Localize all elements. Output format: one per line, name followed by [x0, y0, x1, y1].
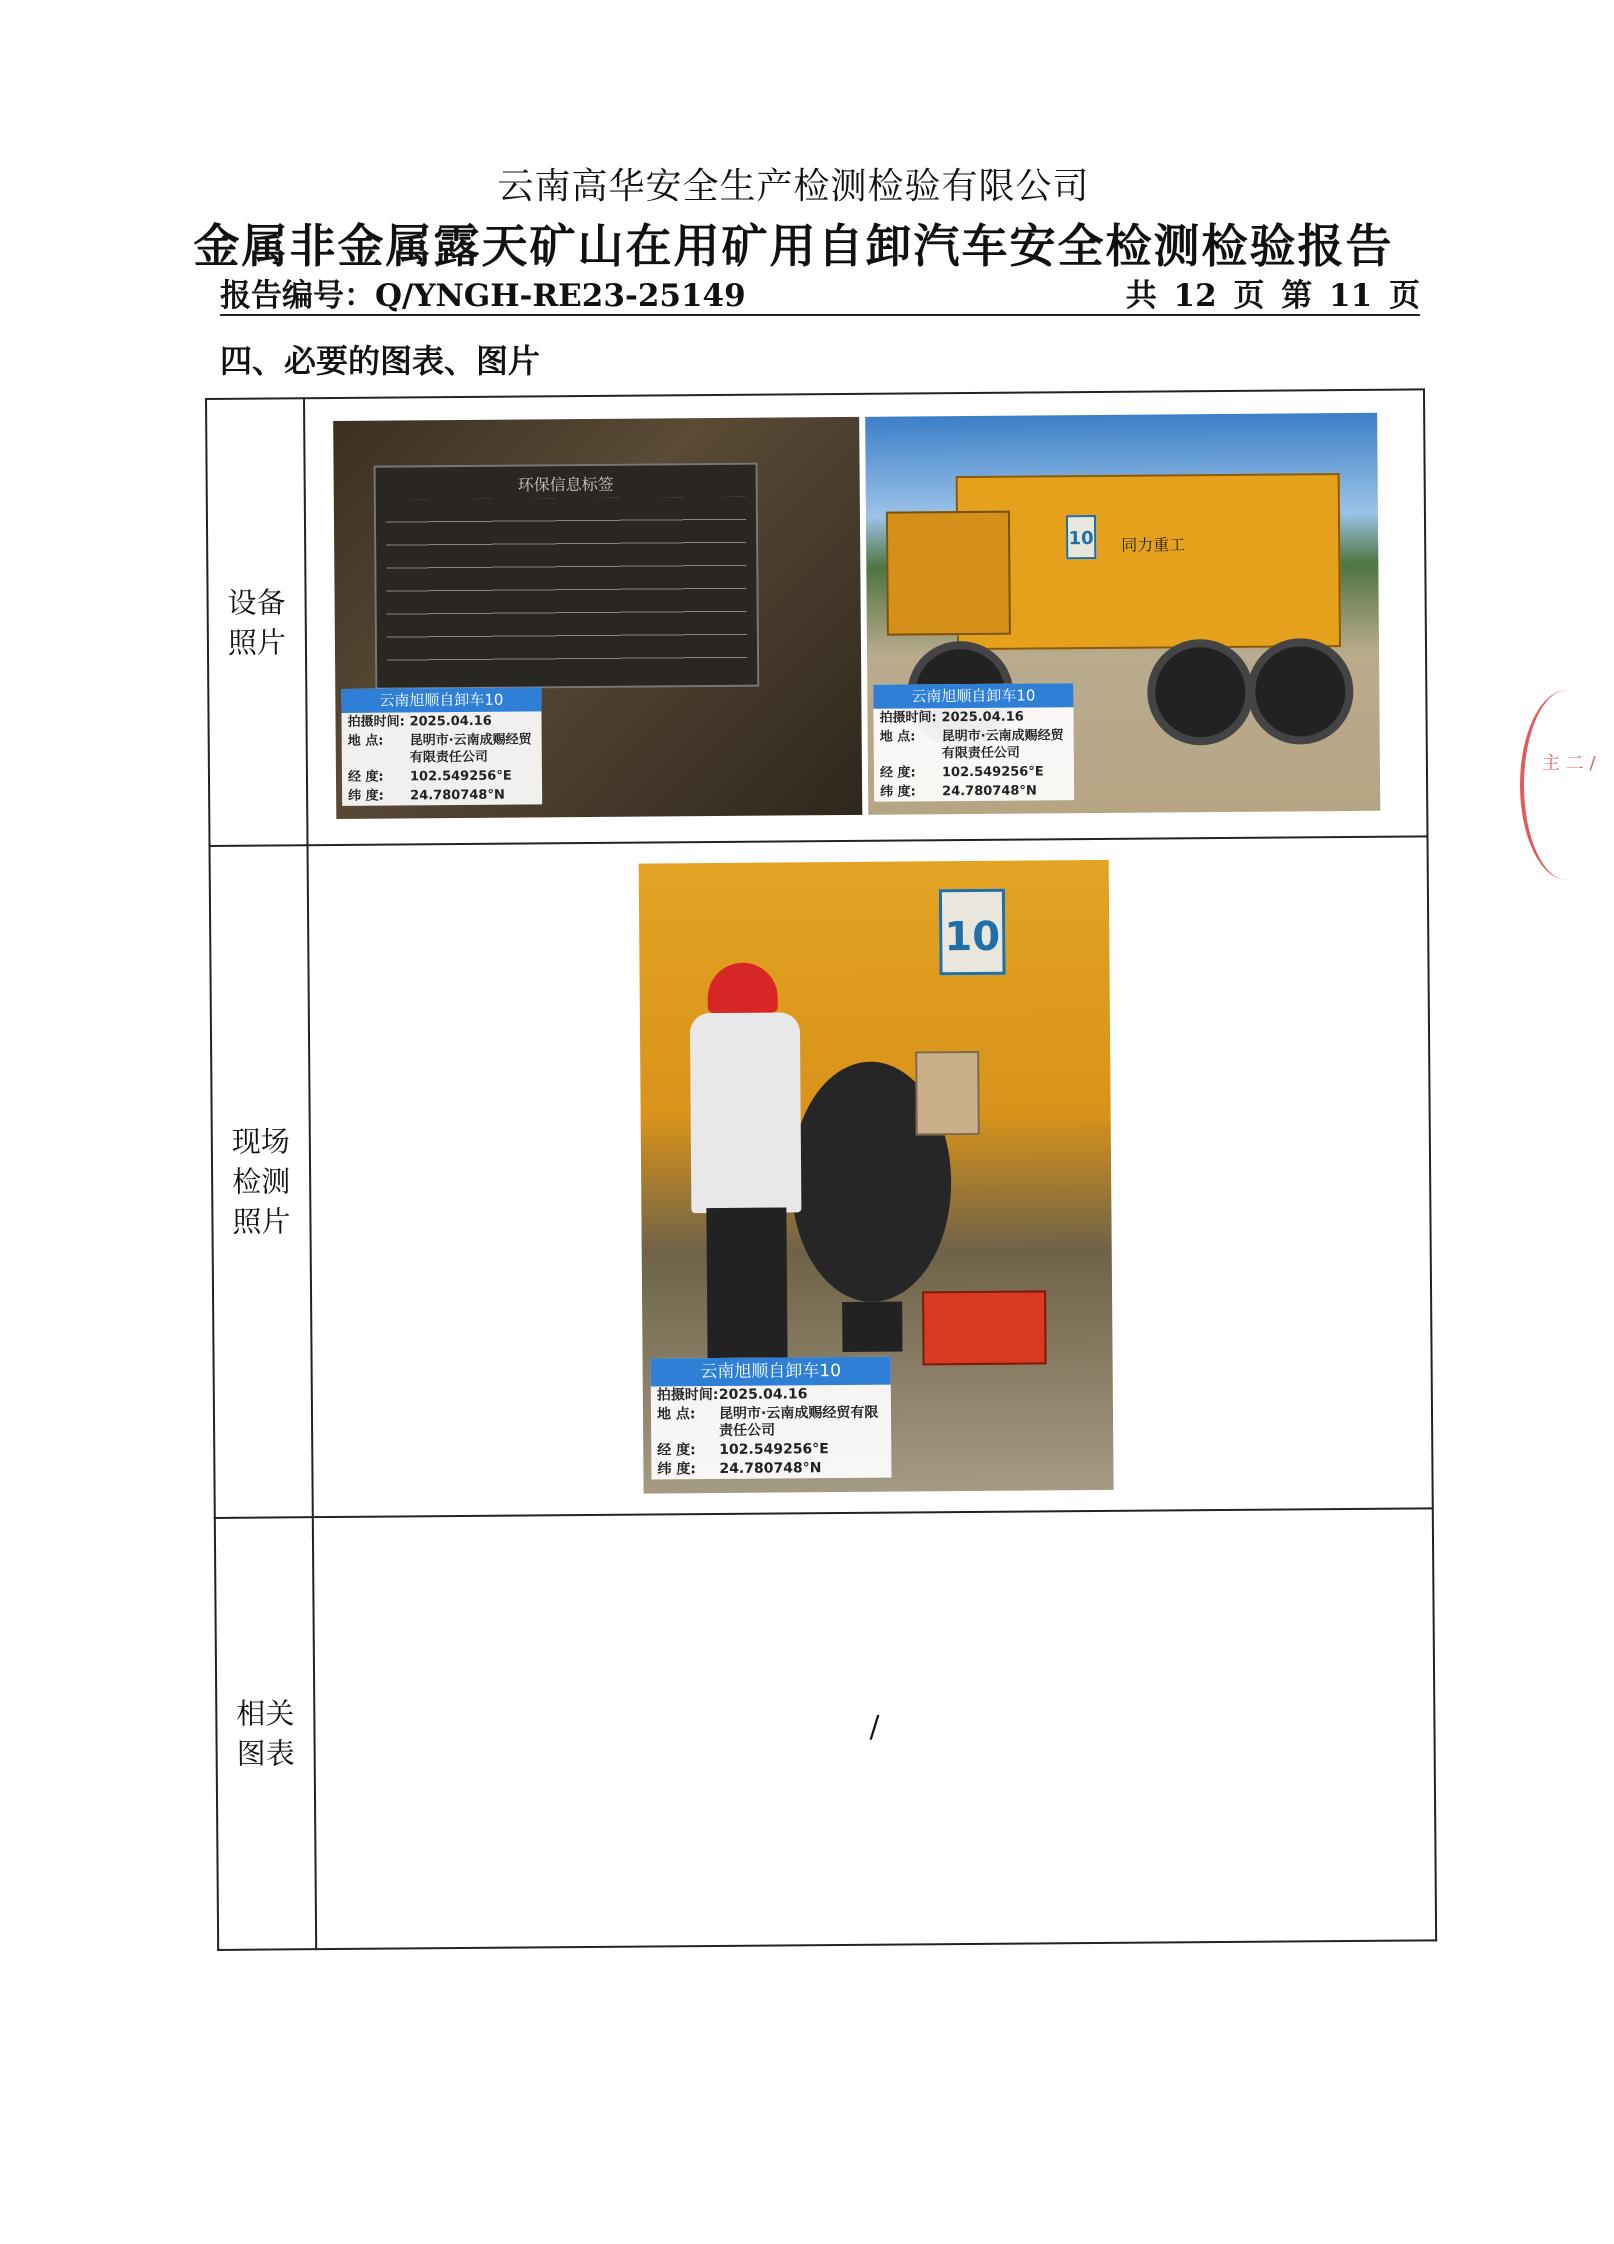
safety-helmet [707, 963, 777, 1014]
stamp-lon-value: 102.549256°E [719, 1441, 829, 1458]
report-title: 金属非金属露天矿山在用矿用自卸汽车安全检测检验报告 [193, 219, 1394, 273]
onsite-photo-cell [308, 836, 1433, 1517]
stamp-lat-key: 纬 度: [657, 1461, 696, 1478]
table-row [206, 389, 1427, 846]
onsite-inspection-photo [639, 860, 1114, 1494]
nameplate-title: 环保信息标签 [517, 474, 614, 495]
nameplate [374, 463, 760, 690]
stamp-lat-value: 24.780748°N [410, 787, 505, 804]
stamp-place-key: 地 点: [347, 733, 384, 749]
stamp-place-value: 昆明市·云南成赐经贸有限责任公司 [409, 732, 532, 766]
truck-dump-body [956, 473, 1341, 650]
wheel [1147, 639, 1254, 746]
page-indicator: 共 12 页 第 11 页 [1125, 278, 1420, 314]
photo-stamp [651, 1357, 892, 1480]
inspector [690, 1012, 802, 1213]
table-row [210, 836, 1433, 1518]
row-label-equipment: 设备照片 [206, 398, 308, 846]
equipment-case [842, 1302, 902, 1352]
stamp-lon-value: 102.549256°E [941, 764, 1044, 781]
stamp-lon-key: 经 度: [347, 769, 384, 785]
stamp-title: 云南旭顺自卸车10 [341, 687, 541, 713]
stamp-lat-value: 24.780748°N [719, 1460, 822, 1477]
report-meta [220, 270, 1420, 316]
stamp-title: 云南旭顺自卸车10 [651, 1357, 891, 1387]
fuel-tank [915, 1051, 980, 1136]
report-number: 报告编号：Q/YNGH-RE23-25149 [220, 278, 746, 314]
seal-text: 主 二 / [1542, 753, 1596, 774]
truck-number-sign: 10 [1066, 515, 1096, 559]
truck-cab [886, 511, 1011, 636]
row-label-onsite: 现场检测照片 [210, 845, 313, 1518]
stamp-time-value: 2025.04.16 [718, 1386, 808, 1403]
equipment-photos-cell [304, 389, 1427, 845]
stamp-title: 云南旭顺自卸车10 [873, 683, 1073, 709]
figures-table [205, 388, 1437, 1951]
nameplate-lines [386, 497, 747, 678]
stamp-lon-key: 经 度: [657, 1442, 696, 1459]
section-title: 四、必要的图表、图片 [220, 342, 541, 380]
emission-analyzer [922, 1290, 1047, 1365]
stamp-lat-key: 纬 度: [880, 784, 916, 800]
stamp-time-value: 2025.04.16 [409, 713, 492, 730]
stamp-lon-value: 102.549256°E [409, 768, 512, 785]
inspector-legs [706, 1207, 787, 1358]
row-label-charts: 相关图表 [215, 1517, 316, 1950]
stamp-lat-key: 纬 度: [348, 788, 384, 804]
stamp-place-key: 地 点: [879, 729, 916, 745]
photo-stamp [341, 687, 542, 806]
stamp-lat-value: 24.780748°N [942, 783, 1037, 800]
stamp-time-key: 拍摄时间: [347, 714, 405, 730]
stamp-place-key: 地 点: [656, 1406, 696, 1423]
truck-number-sign: 10 [939, 889, 1006, 976]
truck-brand-text: 同力重工 [1121, 535, 1186, 555]
table-row [215, 1508, 1436, 1950]
stamp-time-value: 2025.04.16 [941, 709, 1024, 726]
stamp-place-value: 昆明市·云南成赐经贸有限责任公司 [941, 728, 1064, 762]
nameplate-photo [333, 417, 862, 819]
stamp-lon-key: 经 度: [879, 765, 916, 781]
red-seal-stamp [1520, 690, 1614, 880]
stamp-place-value: 昆明市·云南成赐经贸有限责任公司 [718, 1404, 879, 1439]
photo-stamp [873, 683, 1074, 802]
stamp-time-key: 拍摄时间: [656, 1386, 719, 1404]
charts-cell [313, 1508, 1436, 1949]
wheel [1247, 638, 1354, 745]
empty-marker: / [869, 1709, 880, 1745]
company-name: 云南高华安全生产检测检验有限公司 [497, 166, 1090, 207]
stamp-time-key: 拍摄时间: [879, 710, 937, 726]
truck-photo [865, 413, 1380, 815]
